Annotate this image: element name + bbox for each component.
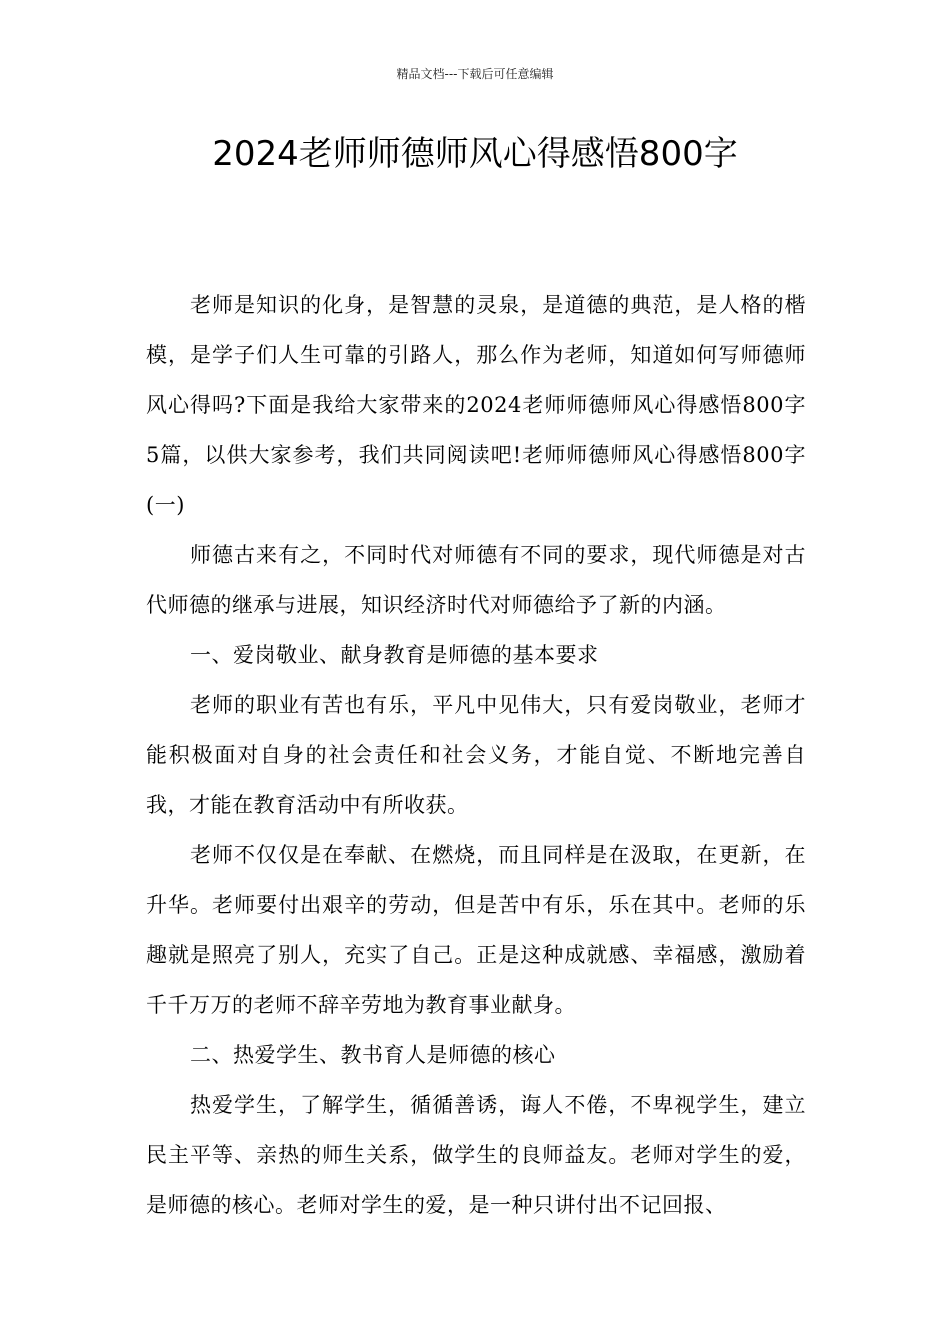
document-body [146,280,806,1230]
paragraph-fulfillment: 老师不仅仅是在奉献、在燃烧，而且同样是在汲取，在更新，在升华。老师要付出艰辛的劳动，但是苦中有乐，乐在其中。老师的乐趣就是照亮了别人，充实了自己。正是这种成就感、幸福感，激励着千千万万的老师不辞辛劳地为教育事业献身。 [146,843,806,1017]
paragraph-dedication: 老师的职业有苦也有乐，平凡中见伟大，只有爱岗敬业，老师才能积极面对自身的社会责任和社会义务，才能自觉、不断地完善自我，才能在教育活动中有所收获。 [146,693,806,817]
document-title: 2024老师师德师风心得感悟800字 [212,134,738,174]
paragraph-history: 师德古来有之，不同时代对师德有不同的要求，现代师德是对古代师德的继承与进展，知识经济时代对师德给予了新的内涵。 [146,543,806,617]
paragraph-love-students: 热爱学生，了解学生，循循善诱，诲人不倦，不卑视学生，建立民主平等、亲热的师生关系，做学生的良师益友。老师对学生的爱，是师德的核心。老师对学生的爱，是一种只讲付出不记回报、 [146,1093,806,1217]
page-header-note: 精品文档---下载后可任意编辑 [396,67,554,81]
section-heading-2: 二、热爱学生、教书育人是师德的核心 [190,1043,556,1067]
paragraph-intro: 老师是知识的化身，是智慧的灵泉，是道德的典范，是人格的楷模，是学子们人生可靠的引路人，那么作为老师，知道如何写师德师风心得吗?下面是我给大家带来的2024老师师德师风心得感悟800字5篇，以供大家参考，我们共同阅读吧!老师师德师风心得感悟800字(一) [146,293,806,517]
section-heading-1: 一、爱岗敬业、献身教育是师德的基本要求 [190,643,599,667]
